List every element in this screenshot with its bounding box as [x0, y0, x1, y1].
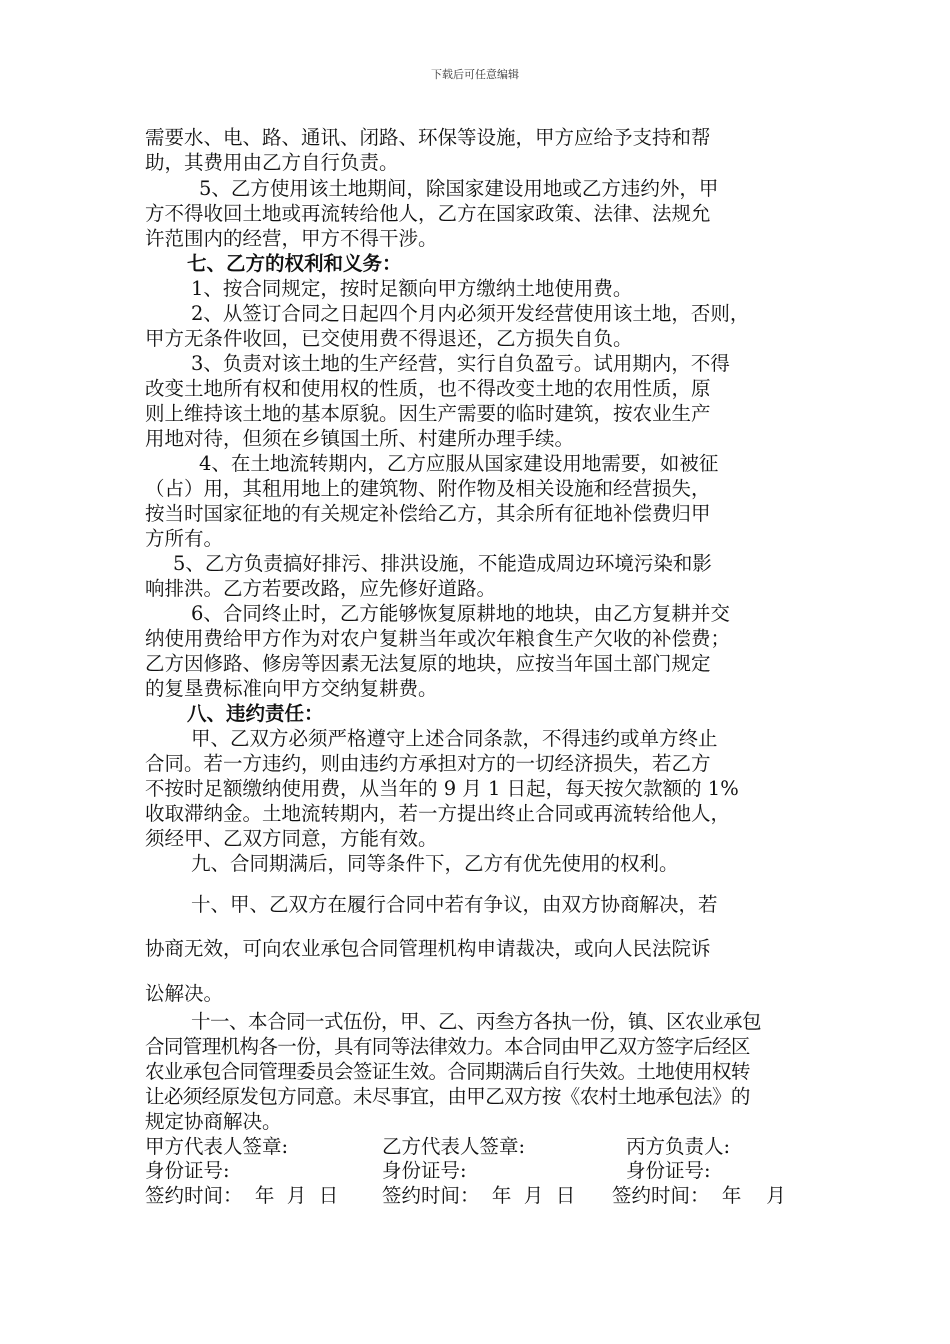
text-line: 许范围内的经营，甲方不得干涉。 [145, 227, 438, 250]
text-line: 让必须经原发包方同意。未尽事宜，由甲乙双方按《农村土地承包法》的 [145, 1085, 750, 1108]
text-line: 协商无效，可向农业承包合同管理机构申请裁决，或向人民法院诉 [145, 937, 711, 960]
party-c-id: 身份证号: [626, 1159, 711, 1182]
text-line: 收取滞纳金。土地流转期内，若一方提出终止合同或再流转给他人， [145, 802, 731, 825]
text-line: 甲、乙双方必须严格遵守上述合同条款，不得违约或单方终止 [191, 727, 718, 750]
text-line: 4、在土地流转期内，乙方应服从国家建设用地需要，如被征 [199, 452, 719, 475]
text-line: 九、合同期满后，同等条件下，乙方有优先使用的权利。 [191, 852, 679, 875]
text-line: 方所有。 [145, 527, 224, 550]
text-line: 5、乙方负责搞好排污、排洪设施，不能造成周边环境污染和影 [173, 552, 712, 575]
text-line: 规定协商解决。 [145, 1110, 282, 1133]
party-c-date: 签约时间： 年 月 [612, 1184, 786, 1207]
text-line: 需要水、电、路、通讯、闭路、环保等设施，甲方应给予支持和帮 [145, 126, 711, 149]
text-line: 农业承包合同管理委员会签证生效。合同期满后自行失效。土地使用权转 [145, 1060, 750, 1083]
text-line: 6、合同终止时，乙方能够恢复原耕地的地块，由乙方复耕并交 [191, 602, 730, 625]
text-line: 乙方因修路、修房等因素无法复原的地块，应按当年国土部门规定 [145, 652, 711, 675]
party-c-sign: 丙方负责人: [626, 1135, 731, 1158]
text-line: 甲方无条件收回，已交使用费不得退还，乙方损失自负。 [145, 327, 633, 350]
text-line: 助，其费用由乙方自行负责。 [145, 151, 399, 174]
page-header: 下载后可任意编辑 [431, 68, 519, 81]
section-heading: 七、乙方的权利和义务： [187, 252, 402, 275]
text-line: 须经甲、乙双方同意，方能有效。 [145, 827, 438, 850]
text-line: 5、乙方使用该土地期间，除国家建设用地或乙方违约外，甲 [199, 177, 719, 200]
text-line: 则上维持该土地的基本原貌。因生产需要的临时建筑，按农业生产 [145, 402, 711, 425]
text-line: （占）用，其租用地上的建筑物、附作物及相关设施和经营损失， [145, 477, 711, 500]
section-heading: 八、违约责任： [187, 702, 324, 725]
party-b-id: 身份证号: [382, 1159, 467, 1182]
text-line: 合同。若一方违约，则由违约方承担对方的一切经济损失，若乙方 [145, 752, 711, 775]
text-line: 改变土地所有权和使用权的性质，也不得改变土地的农用性质，原 [145, 377, 711, 400]
party-a-sign: 甲方代表人签章: [145, 1135, 289, 1158]
party-a-date: 签约时间： 年 月 日 [145, 1184, 339, 1207]
text-line: 3、负责对该土地的生产经营，实行自负盈亏。试用期内，不得 [191, 352, 730, 375]
text-line: 十一、本合同一式伍份，甲、乙、丙叁方各执一份，镇、区农业承包 [191, 1010, 762, 1033]
party-b-sign: 乙方代表人签章: [382, 1135, 526, 1158]
text-line: 不按时足额缴纳使用费，从当年的 9 月 1 日起，每天按欠款额的 1% [145, 777, 739, 800]
text-line: 2、从签订合同之日起四个月内必须开发经营使用该土地，否则， [191, 302, 750, 325]
party-b-date: 签约时间： 年 月 日 [382, 1184, 576, 1207]
text-line: 按当时国家征地的有关规定补偿给乙方，其余所有征地补偿费归甲 [145, 502, 711, 525]
text-line: 响排洪。乙方若要改路，应先修好道路。 [145, 577, 497, 600]
party-a-id: 身份证号: [145, 1159, 230, 1182]
text-line: 纳使用费给甲方作为对农户复耕当年或次年粮食生产欠收的补偿费； [145, 627, 731, 650]
text-line: 讼解决。 [145, 982, 224, 1005]
text-line: 的复垦费标准向甲方交纳复耕费。 [145, 677, 438, 700]
text-line: 方不得收回土地或再流转给他人，乙方在国家政策、法律、法规允 [145, 202, 711, 225]
text-line: 1、按合同规定，按时足额向甲方缴纳土地使用费。 [191, 277, 633, 300]
text-line: 十、甲、乙双方在履行合同中若有争议，由双方协商解决，若 [191, 893, 718, 916]
text-line: 合同管理机构各一份，具有同等法律效力。本合同由甲乙双方签字后经区 [145, 1035, 750, 1058]
text-line: 用地对待，但须在乡镇国土所、村建所办理手续。 [145, 427, 575, 450]
